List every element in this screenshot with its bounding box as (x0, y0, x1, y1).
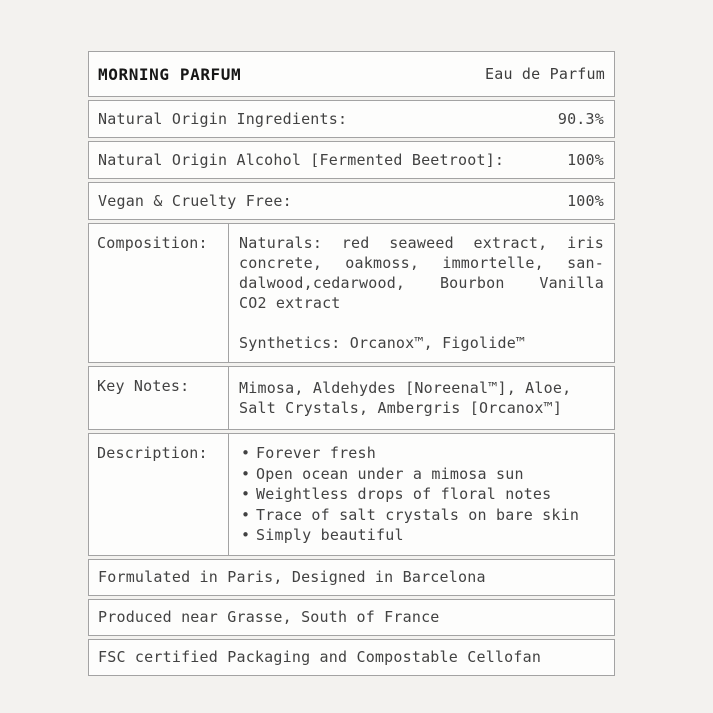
description-bullet-item: • Forever fresh (239, 443, 604, 464)
key-notes-label: Key Notes: (89, 367, 229, 429)
product-spec-sheet (88, 51, 615, 676)
stat-row-natural-origin-ingredients (88, 100, 615, 138)
header-row (88, 51, 615, 97)
key-notes-content (229, 367, 614, 429)
stat-row-natural-origin-alcohol (88, 141, 615, 179)
composition-naturals-text (239, 233, 604, 313)
key-notes-line: Salt Crystals, Ambergris [Orcanox™] (239, 399, 563, 417)
composition-line: dalwood,cedarwood, Bourbon Vanilla (239, 274, 604, 292)
footer-text: FSC certified Packaging and Compostable Cellofan (98, 648, 542, 666)
composition-content (229, 224, 614, 362)
stat-value: 100% (567, 151, 604, 169)
description-label: Description: (89, 434, 229, 555)
key-notes-row (88, 366, 615, 430)
product-type-label: Eau de Parfum (485, 65, 605, 83)
composition-label: Composition: (89, 224, 229, 362)
description-bullet-item: • Weightless drops of floral notes (239, 484, 604, 505)
stat-value: 90.3% (557, 110, 604, 128)
composition-row (88, 223, 615, 363)
key-notes-line: Mimosa, Aldehydes [Noreenal™], Aloe, (239, 379, 572, 397)
composition-line: Naturals: red seaweed extract, iris (239, 234, 604, 252)
composition-line: concrete, oakmoss, immortelle, san- (239, 254, 604, 272)
footer-row-packaging (88, 639, 615, 676)
composition-synthetics-text: Synthetics: Orcanox™, Figolide™ (239, 334, 526, 352)
description-bullet-list (239, 443, 604, 546)
footer-text: Produced near Grasse, South of France (98, 608, 440, 626)
description-row (88, 433, 615, 556)
stat-label: Vegan & Cruelty Free: (98, 192, 292, 210)
footer-row-formulated (88, 559, 615, 596)
footer-row-produced (88, 599, 615, 636)
stat-label: Natural Origin Alcohol [Fermented Beetroot]: (98, 151, 505, 169)
product-title: MORNING PARFUM (98, 64, 242, 84)
composition-line: CO2 extract (239, 294, 341, 312)
description-bullet-item: • Simply beautiful (239, 525, 604, 546)
stat-row-vegan-cruelty-free (88, 182, 615, 220)
stat-label: Natural Origin Ingredients: (98, 110, 348, 128)
footer-text: Formulated in Paris, Designed in Barcelona (98, 568, 486, 586)
stat-value: 100% (567, 192, 604, 210)
description-bullet-item: • Open ocean under a mimosa sun (239, 464, 604, 485)
description-content (229, 434, 614, 555)
description-bullet-item: • Trace of salt crystals on bare skin (239, 505, 604, 526)
